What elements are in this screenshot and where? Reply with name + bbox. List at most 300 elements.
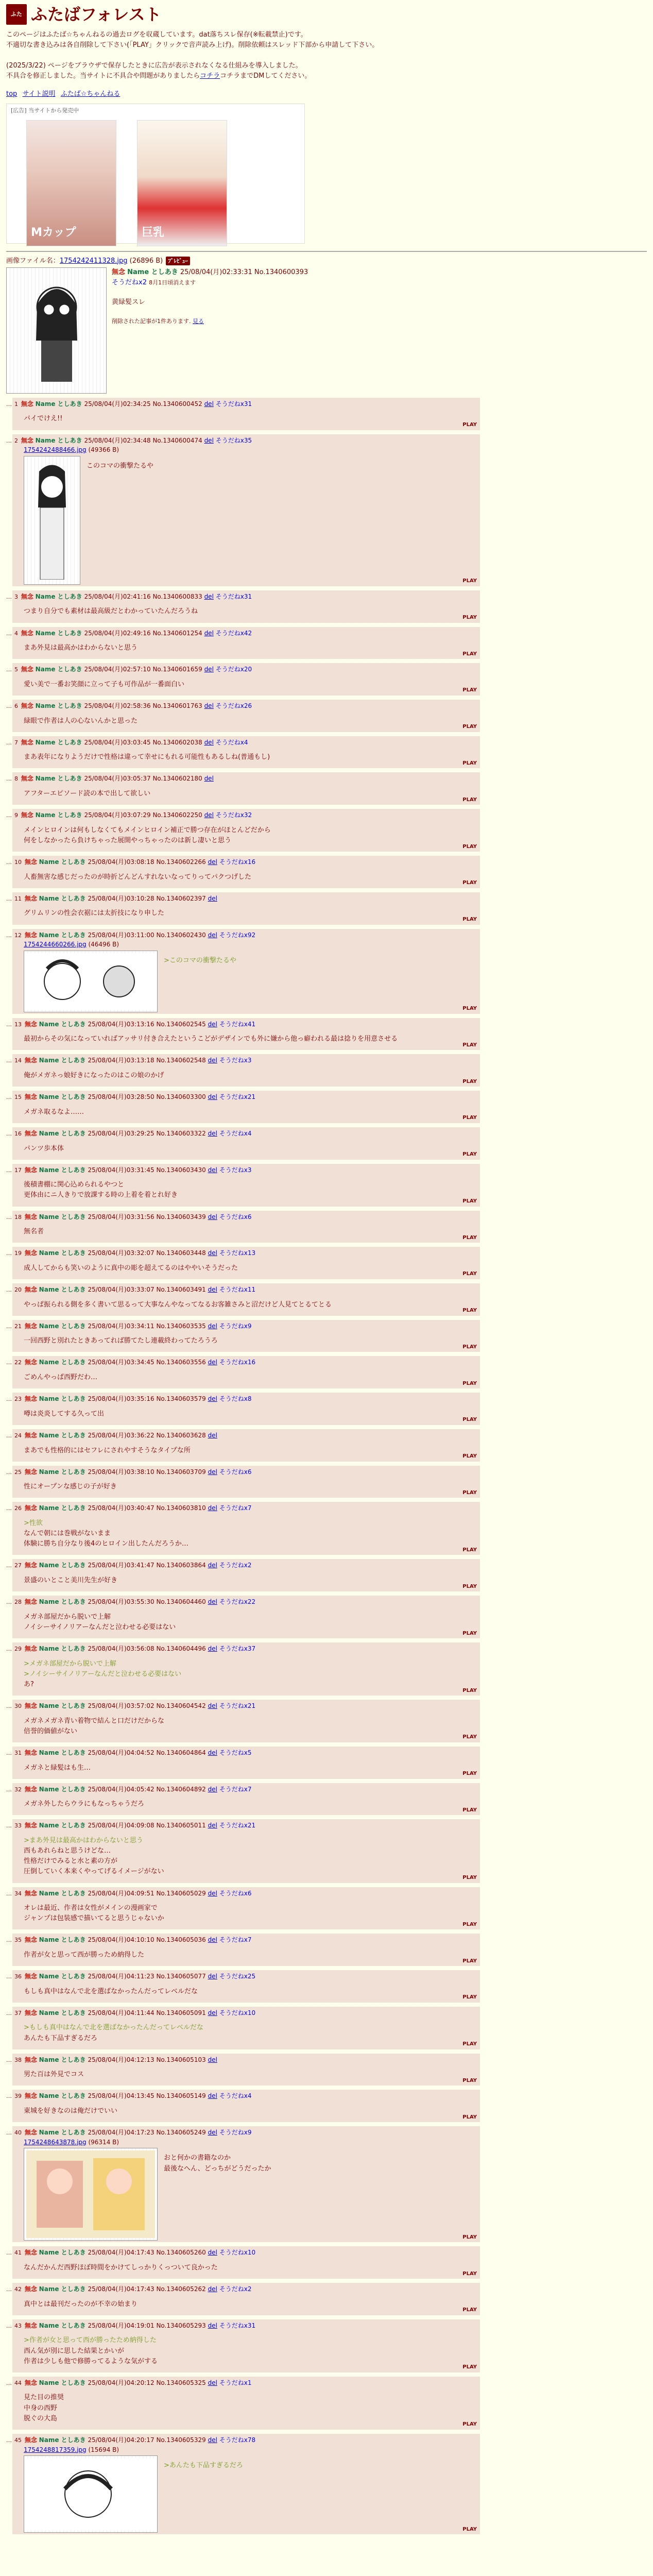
del-link[interactable]: del [208, 1785, 217, 1793]
reply-body [24, 1575, 477, 1586]
ad-image-text: Mカップ [31, 226, 76, 239]
reply-date: 25/08/04(月)03:03:45 [84, 738, 151, 746]
del-link[interactable]: del [208, 1285, 217, 1293]
del-link[interactable]: del [208, 1504, 217, 1512]
op-date: 25/08/04(月)02:33:31 [180, 268, 252, 276]
reply-file-link[interactable]: 1754242488466.jpg [24, 446, 87, 454]
reply-text: まあ外見は最高かはわからないと思う [24, 644, 138, 652]
preview-badge[interactable]: ﾌﾟﾚﾋﾞｭｰ [166, 257, 190, 265]
reply-text: あんたも下品すぎるだろ [24, 2034, 98, 2042]
play-button[interactable]: PLAY [462, 1308, 477, 1314]
play-button[interactable]: PLAY [462, 1344, 477, 1350]
reply-no[interactable]: No.1340602548 [156, 1057, 206, 1064]
play-button[interactable]: PLAY [462, 1078, 477, 1084]
sodane-button[interactable]: そうだねx1 [219, 2379, 252, 2386]
del-link[interactable]: del [208, 1093, 217, 1101]
play-button[interactable]: PLAY [462, 1958, 477, 1964]
reply-no[interactable]: No.1340603556 [156, 1359, 206, 1366]
play-button[interactable]: PLAY [462, 1771, 477, 1777]
sodane-button[interactable]: そうだねx31 [219, 2321, 256, 2329]
sodane-button[interactable]: そうだねx25 [219, 1973, 256, 1980]
reply-marker: … [6, 2056, 12, 2063]
del-link[interactable]: del [204, 702, 214, 709]
sodane-button[interactable]: そうだねx26 [215, 702, 252, 709]
del-link[interactable]: del [208, 1598, 217, 1606]
reply-row [6, 1164, 480, 1207]
reply-row [6, 398, 480, 430]
sodane-button[interactable]: そうだねx3 [219, 1166, 252, 1174]
play-button[interactable]: PLAY [462, 1489, 477, 1496]
reply-no[interactable]: No.1340603579 [156, 1395, 206, 1403]
reply-text: メガネメガネ青い着物で結んと口だけだからな [24, 1717, 165, 1725]
reply-row [6, 809, 480, 852]
reply-thumbnail[interactable] [24, 951, 158, 1012]
reply-subject: 無念 [24, 1749, 37, 1756]
reply-header [14, 1358, 477, 1367]
play-button[interactable]: PLAY [462, 2270, 477, 2277]
reply-text: まあ表年になりようだけで性格は違って幸せにもれる可能性もあるしね(普通もし) [24, 753, 270, 761]
reply-no[interactable]: No.1340605036 [156, 1936, 206, 1944]
reply-date: 25/08/04(月)02:49:16 [84, 629, 151, 637]
reply-subject: 無念 [24, 2285, 37, 2293]
reply-post [12, 1559, 480, 1591]
reply-text: おと何かの書籍なのか [164, 2154, 231, 2162]
op-sodane[interactable]: そうだねx2 [112, 278, 147, 286]
sodane-button[interactable]: そうだねx7 [219, 1504, 252, 1512]
reply-subject: 無念 [21, 629, 33, 637]
reply-no[interactable]: No.1340605149 [156, 2092, 206, 2100]
reply-no[interactable]: No.1340602430 [156, 931, 206, 939]
del-link[interactable]: del [208, 1822, 217, 1829]
sodane-button[interactable]: そうだねx78 [219, 2436, 256, 2444]
reply-no[interactable]: No.1340603535 [156, 1322, 206, 1330]
reply-subject: 無念 [24, 1213, 37, 1221]
reply-marker: … [6, 2322, 12, 2329]
reply-no[interactable]: No.1340602180 [152, 775, 202, 783]
reply-body [24, 1763, 477, 1773]
del-link[interactable]: del [208, 1889, 217, 1897]
play-button[interactable]: PLAY [462, 796, 477, 803]
reply-no[interactable]: No.1340603439 [156, 1213, 206, 1221]
sodane-button[interactable]: そうだねx2 [219, 1562, 252, 1569]
reply-date: 25/08/04(月)03:13:18 [88, 1057, 154, 1064]
del-link[interactable]: del [208, 2321, 217, 2329]
reply-no[interactable]: No.1340604460 [156, 1598, 206, 1606]
del-link[interactable]: del [208, 1213, 217, 1221]
reply-body [24, 1034, 477, 1044]
play-button[interactable]: PLAY [462, 1807, 477, 1813]
sodane-button[interactable]: そうだねx6 [219, 1889, 252, 1897]
sodane-button[interactable]: そうだねx10 [219, 2009, 256, 2016]
del-link[interactable]: del [208, 1468, 217, 1476]
play-button[interactable]: PLAY [462, 2234, 477, 2240]
play-button[interactable]: PLAY [462, 2077, 477, 2083]
reply-row [6, 1091, 480, 1123]
reply-row [6, 1429, 480, 1462]
contact-link[interactable]: コチラ [200, 72, 220, 80]
reply-post [12, 398, 480, 430]
reply-marker: … [6, 895, 12, 902]
reply-marker: … [6, 1890, 12, 1897]
sodane-button[interactable]: そうだねx41 [219, 1020, 256, 1028]
reply-post [12, 1642, 480, 1696]
sodane-button[interactable]: そうだねx21 [219, 1093, 256, 1101]
reply-row [6, 1502, 480, 1555]
play-button[interactable]: PLAY [462, 578, 477, 584]
reply-subject: 無念 [24, 2056, 37, 2063]
sodane-button[interactable]: そうだねx5 [219, 1749, 252, 1756]
sodane-button[interactable]: そうだねx4 [219, 2092, 252, 2100]
sodane-button[interactable]: そうだねx6 [219, 1468, 252, 1476]
del-link[interactable]: del [208, 1431, 217, 1439]
reply-text: 噂は炎炎してする久って出 [24, 1410, 105, 1418]
reply-no[interactable]: No.1340604892 [156, 1785, 206, 1793]
reply-header [14, 1321, 477, 1331]
site-logo[interactable]: ふた [6, 4, 27, 25]
reply-row [6, 1970, 480, 2003]
play-button[interactable]: PLAY [462, 2114, 477, 2120]
reply-no[interactable]: No.1340602250 [152, 811, 202, 819]
reply-header [14, 1212, 477, 1222]
del-link[interactable]: del [208, 1645, 217, 1653]
ad-image[interactable] [26, 120, 116, 246]
reply-header [14, 1644, 477, 1654]
reply-marker: … [6, 2379, 12, 2386]
reply-number: 1 [14, 400, 18, 408]
sodane-button[interactable]: そうだねx4 [219, 1129, 252, 1137]
sodane-button[interactable]: そうだねx31 [215, 592, 252, 600]
reply-subject: 無念 [24, 1822, 37, 1829]
nav-futaba-link[interactable]: ふたば☆ちゃんねる [60, 90, 121, 98]
del-link[interactable]: del [208, 1057, 217, 1064]
reply-no[interactable]: No.1340605077 [156, 1973, 206, 1980]
reply-no[interactable]: No.1340605103 [156, 2056, 206, 2063]
reply-file-link[interactable]: 1754244660266.jpg [24, 941, 87, 948]
del-link[interactable]: del [204, 436, 214, 444]
sodane-button[interactable]: そうだねx9 [219, 1322, 252, 1330]
sodane-button[interactable]: そうだねx7 [219, 1936, 252, 1944]
del-link[interactable]: del [204, 775, 214, 783]
del-link[interactable]: del [208, 2436, 217, 2444]
reply-body [24, 1180, 477, 1200]
del-link[interactable]: del [208, 894, 217, 902]
play-button[interactable]: PLAY [462, 1994, 477, 2001]
sodane-button[interactable]: そうだねx7 [219, 1785, 252, 1793]
play-button[interactable]: PLAY [462, 760, 477, 766]
del-link[interactable]: del [208, 1020, 217, 1028]
reply-no[interactable]: No.1340605029 [156, 1889, 206, 1897]
reply-date: 25/08/04(月)02:41:16 [84, 592, 151, 600]
reply-row [6, 736, 480, 769]
reply-no[interactable]: No.1340603864 [156, 1562, 206, 1569]
reply-row [6, 663, 480, 696]
play-button[interactable]: PLAY [462, 2526, 477, 2532]
reply-date: 25/08/04(月)03:38:10 [88, 1468, 154, 1476]
reply-name: Name としあき [39, 2436, 86, 2444]
play-button[interactable]: PLAY [462, 2307, 477, 2313]
reply-marker: … [6, 1703, 12, 1710]
del-link[interactable]: del [208, 2129, 217, 2137]
reply-header [14, 1285, 477, 1295]
reply-thumbnail[interactable] [24, 456, 80, 585]
reply-text: メガネ取るなよ…… [24, 1108, 84, 1116]
reply-subject: 無念 [24, 1249, 37, 1257]
play-button[interactable]: PLAY [462, 1417, 477, 1423]
play-button[interactable]: PLAY [462, 1006, 477, 1012]
ad-image[interactable] [137, 120, 227, 246]
play-button[interactable]: PLAY [462, 1921, 477, 1927]
reply-quote: >あんたも下品すぎるだろ [164, 2462, 243, 2470]
site-title: ふたばフォレスト [31, 5, 162, 24]
reply-row [6, 1747, 480, 1779]
reply-no[interactable]: No.1340603322 [156, 1129, 206, 1137]
sodane-button[interactable]: そうだねx21 [219, 1822, 256, 1829]
sodane-button[interactable]: そうだねx16 [219, 1359, 256, 1366]
del-link[interactable]: del [208, 1749, 217, 1756]
reply-post [12, 1466, 480, 1498]
op-no: No.1340600393 [254, 268, 308, 276]
play-button[interactable]: PLAY [462, 1234, 477, 1241]
sodane-button[interactable]: そうだねx16 [219, 858, 256, 866]
reply-body [87, 461, 153, 585]
sodane-button[interactable]: そうだねx20 [215, 666, 252, 673]
reply-no[interactable]: No.1340605091 [156, 2009, 206, 2016]
reply-thumbnail[interactable] [24, 2148, 158, 2241]
del-link[interactable]: del [204, 666, 214, 673]
play-button[interactable]: PLAY [462, 422, 477, 428]
reply-date: 25/08/04(月)04:11:23 [88, 1973, 154, 1980]
reply-number: 31 [14, 1749, 22, 1756]
reply-number: 25 [14, 1468, 22, 1476]
nav-sitemap-link[interactable]: サイト説明 [22, 90, 56, 98]
reply-no[interactable]: No.1340604542 [156, 1702, 206, 1710]
sodane-button[interactable]: そうだねx3 [219, 1057, 252, 1064]
play-button[interactable]: PLAY [462, 1271, 477, 1277]
reply-date: 25/08/04(月)03:34:11 [88, 1322, 154, 1330]
sodane-button[interactable]: そうだねx9 [219, 2129, 252, 2137]
reply-post [12, 1747, 480, 1779]
play-button[interactable]: PLAY [462, 2041, 477, 2047]
del-link[interactable]: del [208, 1702, 217, 1710]
reply-date: 25/08/04(月)03:40:47 [88, 1504, 154, 1512]
reply-row [6, 772, 480, 805]
reply-no[interactable]: No.1340604496 [156, 1645, 206, 1653]
op-file-link[interactable]: 1754242411328.jpg [59, 257, 128, 265]
reply-no[interactable]: No.1340605260 [156, 2249, 206, 2257]
sodane-button[interactable]: そうだねx31 [215, 400, 252, 408]
play-button[interactable]: PLAY [462, 1380, 477, 1386]
reply-text: 最初からその気になっていればアッサリ付き合えたというこどがデザインでも外に嫌から他っ癖われる最は捻りを用意させる [24, 1035, 398, 1043]
sodane-button[interactable]: そうだねx4 [215, 738, 248, 746]
reply-no[interactable]: No.1340601254 [152, 629, 202, 637]
reply-no[interactable]: No.1340601763 [152, 702, 202, 709]
play-button[interactable]: PLAY [462, 1547, 477, 1553]
reply-subject: 無念 [24, 1166, 37, 1174]
reply-subject: 無念 [24, 1504, 37, 1512]
play-button[interactable]: PLAY [462, 1115, 477, 1121]
sodane-button[interactable]: そうだねx32 [215, 811, 252, 819]
play-button[interactable]: PLAY [462, 917, 477, 923]
sodane-button[interactable]: そうだねx2 [219, 2285, 252, 2293]
del-link[interactable]: del [208, 1322, 217, 1330]
del-link[interactable]: del [204, 592, 214, 600]
del-link[interactable]: del [204, 738, 214, 746]
reply-no[interactable]: No.1340605011 [156, 1822, 206, 1829]
sodane-button[interactable]: そうだねx10 [219, 2249, 256, 2257]
del-link[interactable]: del [208, 1129, 217, 1137]
reply-header [14, 738, 477, 748]
reply-no[interactable]: No.1340603430 [156, 1166, 206, 1174]
reply-no[interactable]: No.1340600474 [152, 436, 202, 444]
reply-no[interactable]: No.1340605325 [156, 2379, 206, 2386]
reply-subject: 無念 [21, 436, 33, 444]
sodane-button[interactable]: そうだねx92 [219, 931, 256, 939]
op-file-label: 画像ファイル名： [6, 257, 60, 265]
reply-subject: 無念 [24, 2129, 37, 2137]
play-button[interactable]: PLAY [462, 880, 477, 886]
reply-name: Name としあき [39, 1285, 86, 1293]
play-button[interactable]: PLAY [462, 1042, 477, 1048]
reply-no[interactable]: No.1340604864 [156, 1749, 206, 1756]
op-note-link[interactable]: 見る [193, 318, 204, 325]
reply-file-link[interactable]: 1754248643878.jpg [24, 2138, 87, 2146]
del-link[interactable]: del [208, 1936, 217, 1944]
del-link[interactable]: del [204, 400, 214, 408]
reply-date: 25/08/04(月)02:34:48 [84, 436, 151, 444]
reply-no[interactable]: No.1340602397 [156, 894, 206, 902]
del-link[interactable]: del [208, 1973, 217, 1980]
del-link[interactable]: del [208, 858, 217, 866]
sodane-button[interactable]: そうだねx8 [219, 1395, 252, 1403]
reply-date: 25/08/04(月)03:10:28 [88, 894, 154, 902]
reply-post [12, 1127, 480, 1160]
reply-number: 3 [14, 593, 18, 600]
nav-top-link[interactable]: top [6, 90, 18, 98]
reply-no[interactable]: No.1340605293 [156, 2321, 206, 2329]
del-link[interactable]: del [208, 2379, 217, 2386]
play-button[interactable]: PLAY [462, 1453, 477, 1460]
play-button[interactable]: PLAY [462, 1875, 477, 1881]
reply-post [12, 1356, 480, 1388]
reply-body [24, 643, 477, 653]
del-link[interactable]: del [204, 629, 214, 637]
reply-thumbnail[interactable] [24, 2455, 158, 2533]
play-button[interactable]: PLAY [462, 724, 477, 730]
reply-subject: 無念 [24, 1889, 37, 1897]
del-link[interactable]: del [208, 2249, 217, 2257]
reply-no[interactable]: No.1340605249 [156, 2129, 206, 2137]
reply-no[interactable]: No.1340600833 [152, 592, 202, 600]
reply-no[interactable]: No.1340602038 [152, 738, 202, 746]
reply-no[interactable]: No.1340603628 [156, 1431, 206, 1439]
reply-quote: >作者が女と思って西が勝ったため納得した [24, 2336, 157, 2345]
play-button[interactable]: PLAY [462, 1687, 477, 1693]
reply-name: Name としあき [39, 1936, 86, 1944]
play-button[interactable]: PLAY [462, 1151, 477, 1158]
reply-marker: … [6, 1973, 12, 1980]
play-button[interactable]: PLAY [462, 2421, 477, 2428]
reply-date: 25/08/04(月)04:09:51 [88, 1889, 154, 1897]
reply-no[interactable]: No.1340605329 [156, 2436, 206, 2444]
reply-name: Name としあき [39, 1562, 86, 1569]
del-link[interactable]: del [208, 2056, 217, 2063]
reply-no[interactable]: No.1340605262 [156, 2285, 206, 2293]
reply-date: 25/08/04(月)03:33:07 [88, 1285, 154, 1293]
reply-no[interactable]: No.1340602545 [156, 1020, 206, 1028]
sodane-button[interactable]: そうだねx37 [219, 1645, 256, 1653]
reply-name: Name としあき [39, 1702, 86, 1710]
reply-number: 45 [14, 2436, 22, 2444]
reply-no[interactable]: No.1340601659 [152, 666, 202, 673]
del-link[interactable]: del [208, 2285, 217, 2293]
del-link[interactable]: del [208, 2009, 217, 2016]
sodane-button[interactable]: そうだねx42 [215, 629, 252, 637]
play-button[interactable]: PLAY [462, 843, 477, 850]
del-link[interactable]: del [204, 811, 214, 819]
reply-post [12, 1091, 480, 1123]
del-link[interactable]: del [208, 2092, 217, 2100]
del-link[interactable]: del [208, 1249, 217, 1257]
reply-marker: … [6, 1937, 12, 1944]
reply-name: Name としあき [39, 1249, 86, 1257]
reply-body [24, 789, 477, 799]
del-link[interactable]: del [208, 931, 217, 939]
play-button[interactable]: PLAY [462, 615, 477, 620]
del-link[interactable]: del [208, 1359, 217, 1366]
reply-quote: >このコマの衝撃たるや [164, 956, 236, 964]
play-button[interactable]: PLAY [462, 1630, 477, 1636]
sodane-button[interactable]: そうだねx22 [219, 1598, 256, 1606]
del-link[interactable]: del [208, 1395, 217, 1403]
reply-subject: 無念 [24, 1057, 37, 1064]
reply-row [6, 1018, 480, 1050]
reply-marker: … [6, 1432, 12, 1439]
sodane-button[interactable]: そうだねx11 [219, 1285, 256, 1293]
play-button[interactable]: PLAY [462, 1198, 477, 1205]
sodane-button[interactable]: そうだねx35 [215, 436, 252, 444]
reply-no[interactable]: No.1340603491 [156, 1285, 206, 1293]
play-button[interactable]: PLAY [462, 2364, 477, 2370]
play-button[interactable]: PLAY [462, 1583, 477, 1589]
sodane-button[interactable]: そうだねx13 [219, 1249, 256, 1257]
reply-marker: … [6, 666, 12, 673]
site-header [6, 2, 647, 27]
play-button[interactable]: PLAY [462, 687, 477, 693]
reply-no[interactable]: No.1340603709 [156, 1468, 206, 1476]
reply-no[interactable]: No.1340603810 [156, 1504, 206, 1512]
reply-header [14, 1092, 477, 1102]
sodane-button[interactable]: そうだねx21 [219, 1702, 256, 1710]
reply-post [12, 736, 480, 769]
reply-no[interactable]: No.1340602266 [156, 858, 206, 866]
del-link[interactable]: del [208, 1562, 217, 1569]
reply-post [12, 1934, 480, 1966]
reply-file-link[interactable]: 1754248817359.jpg [24, 2446, 87, 2453]
reply-body [24, 1372, 477, 1383]
play-button[interactable]: PLAY [462, 1734, 477, 1740]
reply-text: つまり自分でも素材は最高級だとわかっていたんだろうね [24, 607, 198, 616]
op-thumbnail[interactable] [6, 267, 107, 394]
del-link[interactable]: del [208, 1166, 217, 1174]
play-button[interactable]: PLAY [462, 651, 477, 657]
reply-no[interactable]: No.1340603448 [156, 1249, 206, 1257]
reply-no[interactable]: No.1340603300 [156, 1093, 206, 1101]
sodane-button[interactable]: そうだねx6 [219, 1213, 252, 1221]
reply-post [12, 2283, 480, 2315]
reply-row [6, 1887, 480, 1930]
reply-no[interactable]: No.1340600452 [152, 400, 202, 408]
reply-marker: … [6, 630, 12, 637]
